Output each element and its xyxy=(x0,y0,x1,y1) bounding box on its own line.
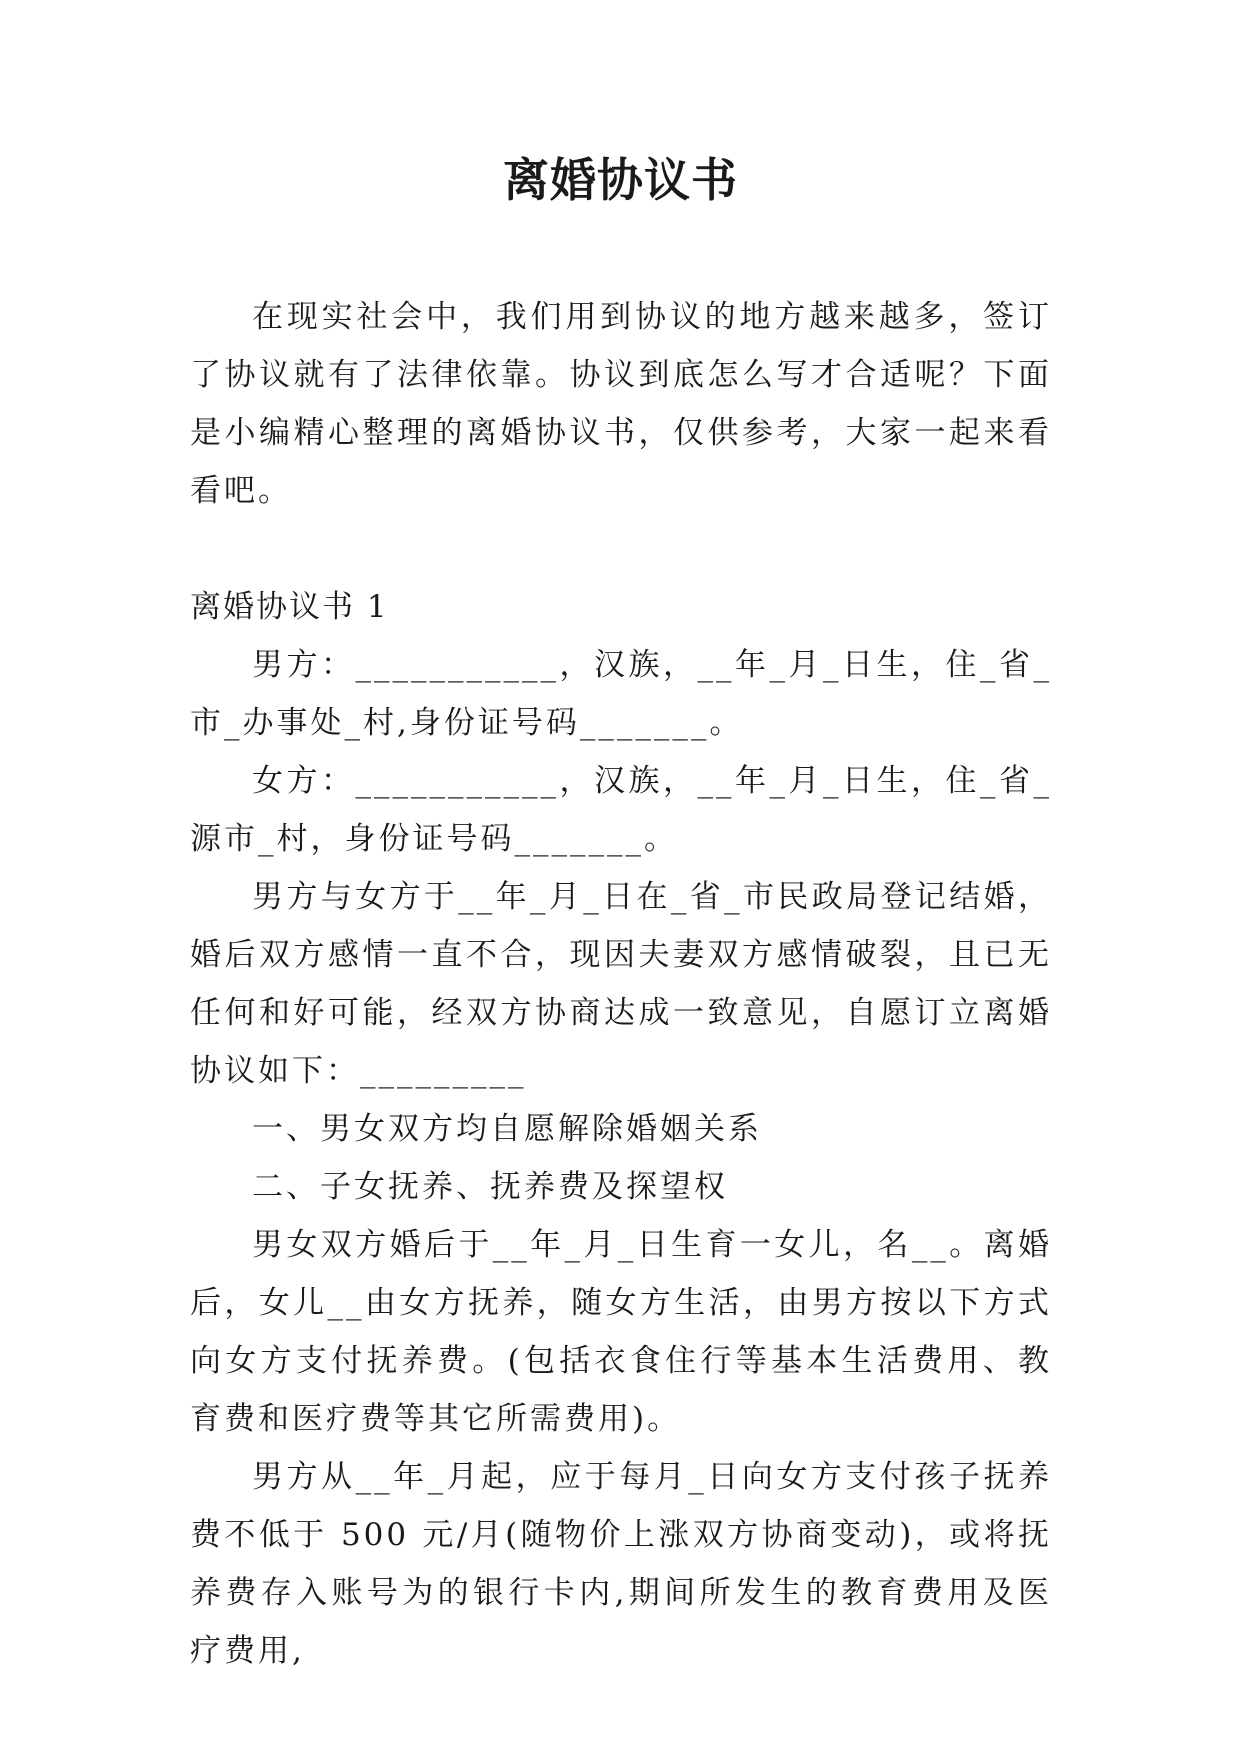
intro-paragraph: 在现实社会中，我们用到协议的地方越来越多，签订了协议就有了法律依靠。协议到底怎么写才合适呢？下面是小编精心整理的离婚协议书，仅供参考，大家一起来看看吧。 xyxy=(190,299,1052,509)
section-title: 离婚协议书 1 xyxy=(190,589,389,625)
paragraph-child-custody: 男女双方婚后于__年_月_日生育一女儿，名__。离婚后，女儿__由女方抚养，随女方生活，由男方按以下方式向女方支付抚养费。(包括衣食住行等基本生活费用、教育费和医疗费等其它所需费用)。 xyxy=(190,1227,1052,1437)
paragraph-clause-two: 二、子女抚养、抚养费及探望权 xyxy=(252,1169,728,1205)
paragraph-marriage-statement: 男方与女方于__年_月_日在_省_市民政局登记结婚，婚后双方感情一直不合，现因夫妻双方感情破裂，且已无任何和好可能，经双方协商达成一致意见，自愿订立离婚协议如下：_________ xyxy=(190,879,1052,1089)
paragraph-clause-one: 一、男女双方均自愿解除婚姻关系 xyxy=(252,1111,762,1147)
document-title: 离婚协议书 xyxy=(503,153,738,207)
paragraph-child-support: 男方从__年_月起，应于每月_日向女方支付孩子抚养费不低于 500 元/月(随物价上涨双方协商变动)，或将抚养费存入账号为的银行卡内,期间所发生的教育费用及医疗费用, xyxy=(190,1459,1052,1669)
paragraph-female-party: 女方：___________，汉族，__年_月_日生，住_省_源市_村，身份证号码_______。 xyxy=(190,763,1052,857)
paragraph-male-party: 男方：___________，汉族，__年_月_日生，住_省_市_办事处_村,身份证号码_______。 xyxy=(190,647,1052,741)
document-body xyxy=(190,288,1052,1680)
